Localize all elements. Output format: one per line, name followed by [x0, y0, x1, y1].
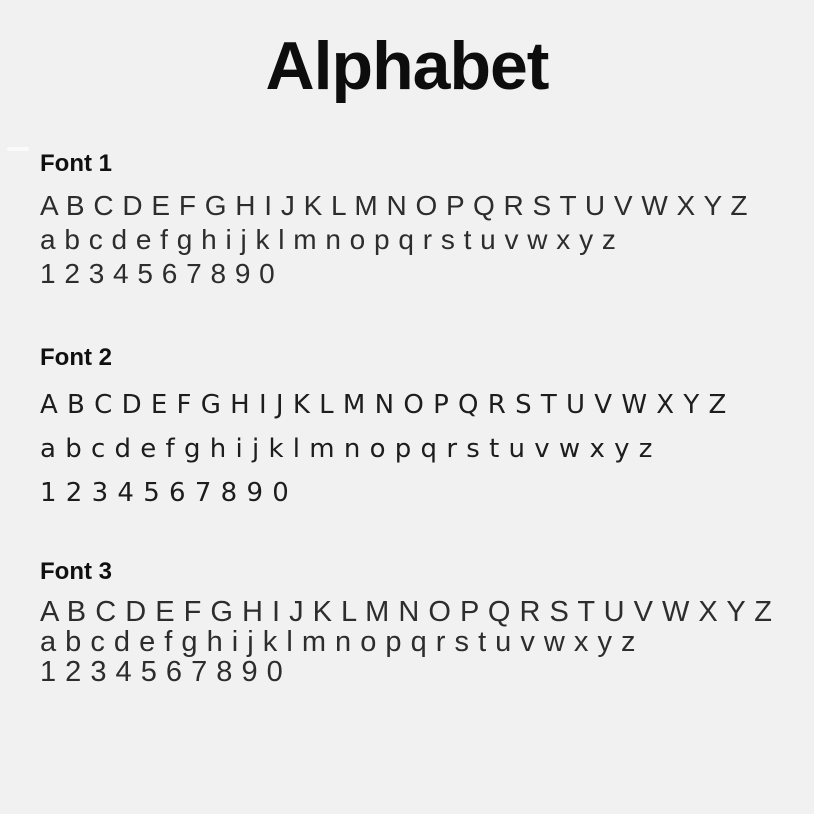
font-2-label: Font 2: [40, 344, 112, 371]
font-2-lowercase-row: a b c d e f g h i j k l m n o p q r s t u v w x y z: [40, 434, 653, 464]
font-2-uppercase-row: A B C D E F G H I J K L M N O P Q R S T U V W X Y Z: [40, 390, 727, 420]
page-title: Alphabet: [265, 28, 549, 104]
font-2-numbers-row: 1 2 3 4 5 6 7 8 9 0: [40, 478, 290, 508]
font-specimen-1: [40, 150, 794, 291]
font-specimen-2: [40, 344, 794, 515]
font-1-uppercase-row: A B C D E F G H I J K L M N O P Q R S T U V W X Y Z: [40, 190, 749, 221]
font-1-numbers-row: 1 2 3 4 5 6 7 8 9 0: [40, 258, 276, 289]
font-specimen-3: [40, 558, 794, 687]
font-3-numbers-row: 1 2 3 4 5 6 7 8 9 0: [40, 656, 284, 688]
font-3-lowercase-row: a b c d e f g h i j k l m n o p q r s t u v w x y z: [40, 626, 637, 658]
font-1-lowercase-row: a b c d e f g h i j k l m n o p q r s t u v w x y z: [40, 224, 617, 255]
font-3-uppercase-row: A B C D E F G H I J K L M N O P Q R S T U V W X Y Z: [40, 596, 773, 628]
font-1-label: Font 1: [40, 150, 112, 177]
edge-artifact-dash: [7, 147, 29, 151]
font-3-label: Font 3: [40, 558, 112, 585]
